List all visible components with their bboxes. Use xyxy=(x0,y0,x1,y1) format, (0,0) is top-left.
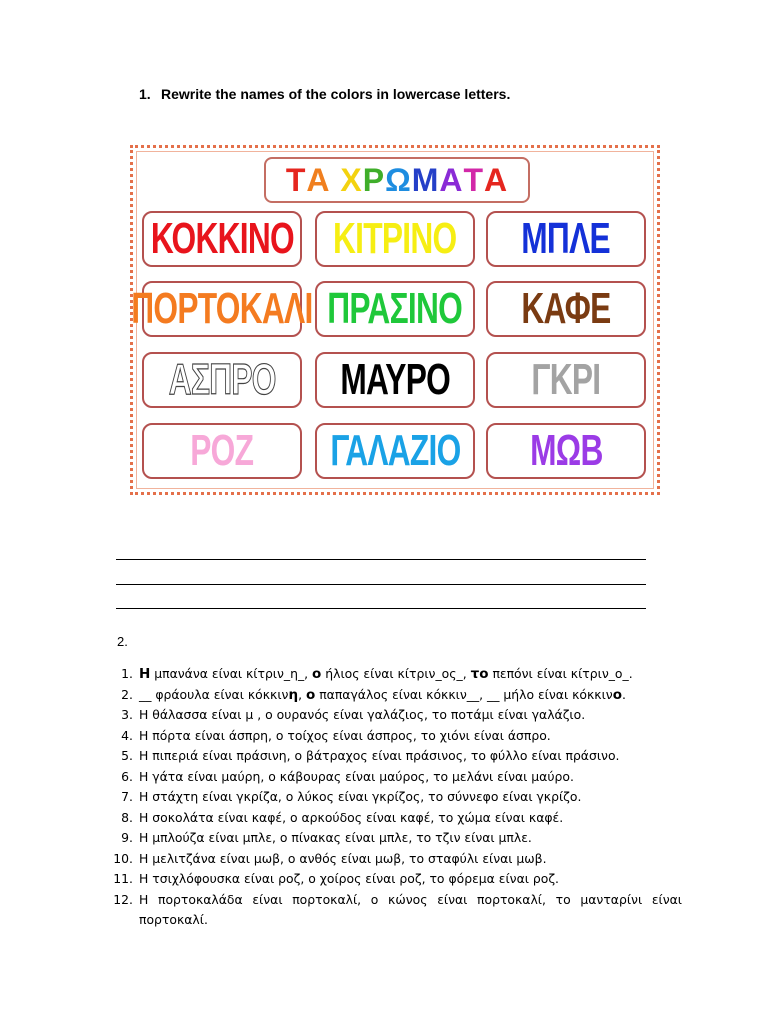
title-letter xyxy=(331,162,341,199)
sentence-text xyxy=(139,808,682,829)
answer-line-1[interactable] xyxy=(116,559,646,560)
color-word: ΠΡΑΣΙΝΟ xyxy=(327,284,463,333)
color-word: ΚΟΚΚΙΝΟ xyxy=(150,214,294,263)
color-tile-πορτοκαλι xyxy=(131,281,313,337)
sentence-number: 11. xyxy=(113,871,133,886)
bold-fragment: Η xyxy=(139,666,151,682)
task-1-number: 1. xyxy=(139,86,151,102)
sentence-item xyxy=(110,664,682,685)
color-tile-κοκκινο xyxy=(142,211,302,267)
text-fragment: Η μπλούζα είναι μπλε, ο πίνακας είναι μπλε, το τζιν είναι μπλε. xyxy=(139,830,532,845)
sentence-item xyxy=(110,787,682,808)
text-fragment: Η θάλασσα είναι μ , ο ουρανός είναι γαλάζιος, το ποτάμι είναι γαλάζιο. xyxy=(139,707,586,722)
sentence-number: 5. xyxy=(121,748,133,763)
text-fragment: . xyxy=(621,686,626,702)
task-2-number: 2. xyxy=(117,634,128,649)
sentence-number: 12. xyxy=(113,891,133,907)
color-word: ΜΑΥΡΟ xyxy=(340,355,450,404)
sentence-number: 1. xyxy=(121,666,133,681)
sentence-number: 9. xyxy=(121,830,133,845)
sentence-item xyxy=(110,767,682,788)
text-fragment: Η πορτοκαλάδα είναι πορτοκαλί, ο κώνος είναι πορτοκαλί, το μανταρίνι είναι πορτοκαλί. xyxy=(139,891,682,927)
sentence-text xyxy=(139,685,682,706)
color-word: ΓΚΡΙ xyxy=(531,355,601,404)
task-1-instruction xyxy=(139,86,510,102)
color-tile-κιτρινο xyxy=(315,211,475,267)
text-fragment: Η τσιχλόφουσκα είναι ροζ, ο χοίρος είναι ροζ, το φόρεμα είναι ροζ. xyxy=(139,871,559,886)
title-letter: Α xyxy=(484,161,509,198)
sentence-number: 7. xyxy=(121,789,133,804)
color-word: ΜΠΛΕ xyxy=(521,214,611,263)
sentence-item xyxy=(110,726,682,747)
color-word: ΑΣΠΡΟ xyxy=(168,355,276,404)
color-word: ΓΑΛΑΖΙΟ xyxy=(329,426,461,475)
text-fragment: Η μελιτζάνα είναι μωβ, ο ανθός είναι μωβ, το σταφύλι είναι μωβ. xyxy=(139,850,547,866)
sentence-text xyxy=(139,664,682,685)
title-letter: Μ xyxy=(411,161,440,198)
sentence-list xyxy=(110,664,682,931)
color-tile-μαυρο xyxy=(315,352,475,408)
sentence-number: 4. xyxy=(121,727,133,743)
color-word: ΚΑΦΕ xyxy=(521,284,611,333)
sentence-text xyxy=(139,705,682,726)
bold-fragment: το xyxy=(470,666,489,682)
sentence-number: 8. xyxy=(121,809,133,825)
text-fragment: Η στάχτη είναι γκρίζα, ο λύκος είναι γκρίζος, το σύννεφο είναι γκρίζο. xyxy=(139,789,582,804)
sentence-number: 6. xyxy=(121,768,133,784)
sentence-text xyxy=(139,828,682,849)
text-fragment: παπαγάλος είναι κόκκιν__, __ μήλο είναι κόκκιν xyxy=(315,686,613,702)
colors-poster xyxy=(130,145,660,495)
sentence-item xyxy=(110,685,682,706)
bold-fragment: η xyxy=(288,686,299,703)
color-word: ΜΩΒ xyxy=(529,426,603,475)
text-fragment: Η γάτα είναι μαύρη, ο κάβουρας είναι μαύρος, το μελάνι είναι μαύρο. xyxy=(139,768,574,784)
bold-fragment: ο xyxy=(312,666,322,682)
sentence-number: 2. xyxy=(121,686,133,702)
title-letter: Α xyxy=(306,161,331,198)
sentence-item xyxy=(110,890,682,931)
color-tile-μωβ xyxy=(486,423,646,479)
sentence-text xyxy=(139,767,682,788)
text-fragment: __ φράουλα είναι κόκκιν xyxy=(139,686,289,702)
color-tile-καφε xyxy=(486,281,646,337)
bold-fragment: ο xyxy=(305,686,316,703)
poster-title xyxy=(264,157,530,203)
sentence-item xyxy=(110,869,682,890)
title-letter: Ρ xyxy=(362,161,386,198)
text-fragment: , xyxy=(298,686,306,702)
answer-line-2[interactable] xyxy=(116,584,646,585)
title-letter: Χ xyxy=(340,161,363,198)
title-letter: Ω xyxy=(385,161,412,198)
text-fragment: Η πιπεριά είναι πράσινη, ο βάτραχος είναι πράσινος, το φύλλο είναι πράσινο. xyxy=(139,748,620,763)
sentence-number: 10. xyxy=(113,850,133,866)
sentence-text xyxy=(139,746,682,767)
sentence-item xyxy=(110,808,682,829)
title-letter: Τ xyxy=(285,161,307,198)
color-word: ΚΙΤΡΙΝΟ xyxy=(333,214,457,263)
color-tile-ασπρο xyxy=(142,352,302,408)
title-letter: Τ xyxy=(463,161,485,198)
text-fragment: μπανάνα είναι κίτριν_η_, xyxy=(150,666,313,681)
color-tile-μπλε xyxy=(486,211,646,267)
answer-line-3[interactable] xyxy=(116,608,646,609)
color-tile-ροζ xyxy=(142,423,302,479)
sentence-item xyxy=(110,705,682,726)
color-word: ΡΟΖ xyxy=(190,426,254,475)
text-fragment: Η σοκολάτα είναι καφέ, ο αρκούδος είναι καφέ, το χώμα είναι καφέ. xyxy=(139,809,564,825)
sentence-text xyxy=(139,787,682,808)
sentence-text xyxy=(139,726,682,747)
sentence-number: 3. xyxy=(121,707,133,722)
text-fragment: ήλιος είναι κίτριν_ος_, xyxy=(321,666,471,681)
color-word: ΠΟΡΤΟΚΑΛΙ xyxy=(131,284,313,333)
text-fragment: πεπόνι είναι κίτριν_ο_. xyxy=(488,666,633,681)
sentence-item xyxy=(110,828,682,849)
sentence-text xyxy=(139,849,682,870)
color-tile-γαλαζιο xyxy=(315,423,475,479)
title-letter: Α xyxy=(439,161,464,198)
task-1-text: Rewrite the names of the colors in lowercase letters. xyxy=(161,86,511,102)
sentence-item xyxy=(110,746,682,767)
sentence-text xyxy=(139,890,682,931)
bold-fragment: ο xyxy=(612,686,622,703)
sentence-text xyxy=(139,869,682,890)
sentence-item xyxy=(110,849,682,870)
color-tile-πρασινο xyxy=(315,281,475,337)
color-tile-γκρι xyxy=(486,352,646,408)
text-fragment: Η πόρτα είναι άσπρη, ο τοίχος είναι άσπρος, το χιόνι είναι άσπρο. xyxy=(139,727,551,743)
